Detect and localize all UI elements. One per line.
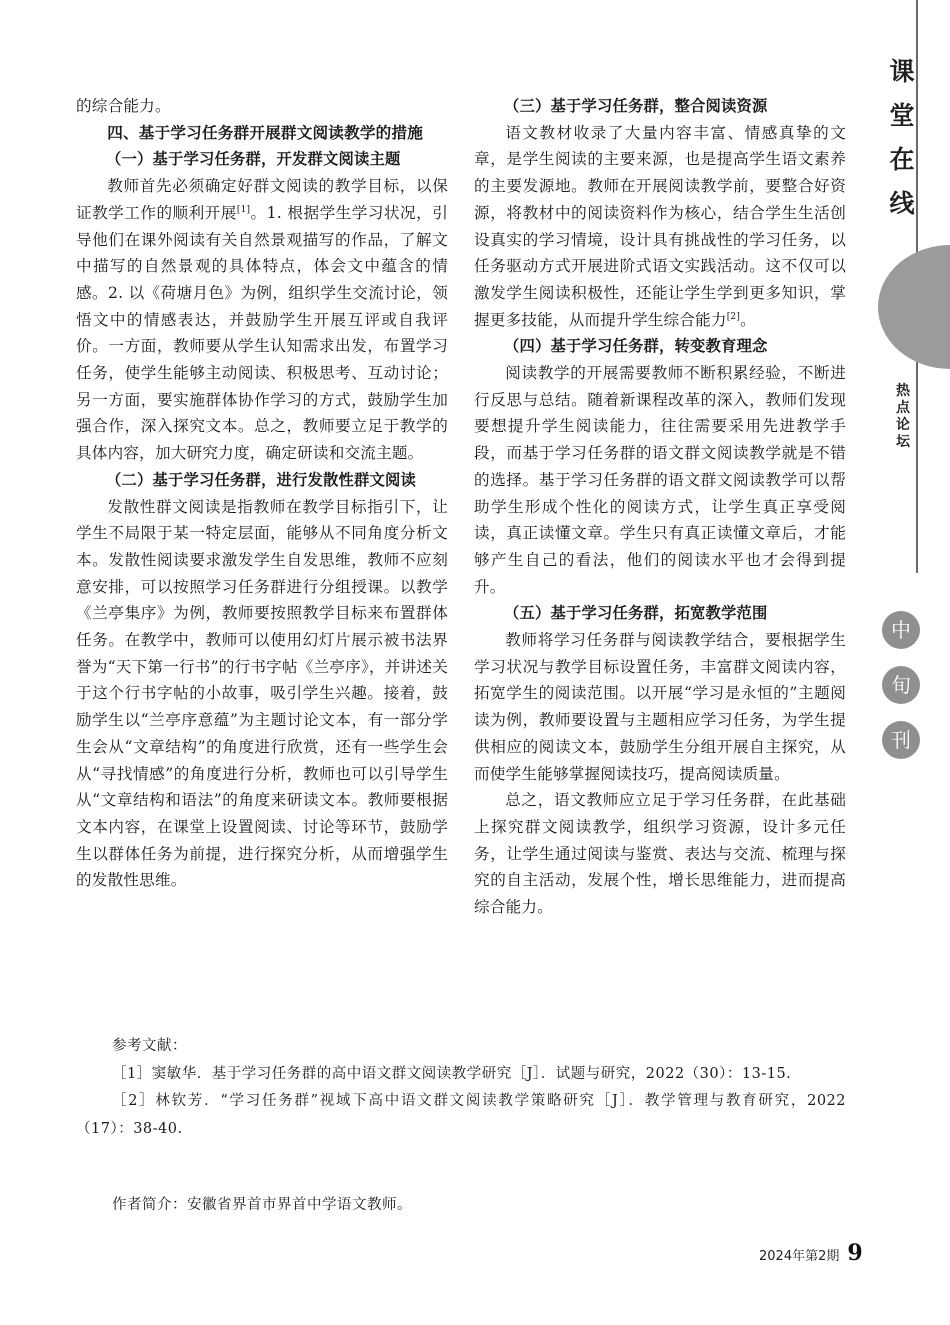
right-column	[474, 93, 846, 921]
paragraph-s3	[474, 120, 846, 334]
issue-label: 2024年第2期	[759, 1249, 840, 1264]
paragraph-s5: 教师将学习任务群与阅读教学结合，要根据学生学习状况与教学目标设置任务，丰富群文阅读内容，拓宽学生的阅读范围。以开展“学习是永恒的”主题阅读为例，教师要设置与主题相应学习任务，为学生提供相应的阅读文本，鼓励学生分组开展自主探究，从而使学生能够掌握阅读技巧，提高阅读质量。	[474, 631, 846, 783]
page-footer	[759, 1240, 863, 1270]
journal-badge-zhong: 中	[882, 611, 920, 649]
subsection-title: 热点论坛	[896, 383, 910, 450]
subsection-heading-5: （五）基于学习任务群，拓宽教学范围	[504, 604, 768, 623]
paragraph-s3-text-a: 语文教材收录了大量内容丰富、情感真挚的文章，是学生阅读的主要来源，也是提高学生语文素养的主要发源地。教师在开展阅读教学前，要整合好资源，将教材中的阅读资料作为核心，结合学生生活创设真实的学习情境，设计具有挑战性的学习任务，以任务驱动方式开展进阶式语文实践活动。这不仅可以激发学生阅读积极性，还能让学生学到更多知识，掌握更多技能，从而提升学生综合能力	[474, 123, 846, 329]
paragraph-s1	[76, 173, 448, 467]
sidebar-rule-middle	[916, 335, 918, 573]
section-title: 课堂在线	[889, 57, 915, 218]
citation-2[interactable]: [2]	[726, 311, 741, 322]
reference-item-2: ［2］林钦芳．“学习任务群”视域下高中语文群文阅读教学策略研究［J］．教学管理与教育研究，2022（17）：38-40.	[76, 1093, 846, 1137]
references-heading: 参考文献：	[112, 1038, 187, 1054]
sidebar-circle-decoration	[878, 245, 950, 369]
paragraph-s1-text-a: 教师首先必须确定好群文阅读的教学目标，以保证教学工作的顺利开展	[76, 177, 448, 222]
subsection-heading-4: （四）基于学习任务群，转变教育理念	[504, 337, 768, 356]
subsection-heading-2: （二）基于学习任务群，进行发散性群文阅读	[106, 470, 416, 489]
journal-badge-xun: 旬	[882, 666, 920, 704]
reference-item-1: ［1］窦敏华．基于学习任务群的高中语文群文阅读教学研究［J］．试题与研究，2022（30）：13-15.	[112, 1065, 792, 1082]
subsection-heading-1: （一）基于学习任务群，开发群文阅读主题	[106, 150, 401, 169]
conclusion-paragraph: 总之，语文教师应立足于学习任务群，在此基础上探究群文阅读教学，组织学习资源，设计多元任务，让学生通过阅读与鉴赏、表达与交流、梳理与探究的自主活动，发展个性，增长思维能力，进而提高综合能力。	[474, 791, 846, 917]
journal-badge-kan: 刊	[882, 721, 920, 759]
paragraph-s4: 阅读教学的开展需要教师不断积累经验，不断进行反思与总结。随着新课程改革的深入，教师们发现要想提升学生阅读能力，往往需要采用先进教学手段，而基于学习任务群的语文群文阅读教学就是不错的选择。基于学习任务群的语文群文阅读教学可以帮助学生形成个性化的阅读方式，让学生真正享受阅读，真正读懂文章。学生只有真正读懂文章后，才能够产生自己的看法，他们的阅读水平也才会得到提升。	[474, 364, 846, 596]
citation-1[interactable]: [1]	[236, 204, 251, 215]
page-number: 9	[847, 1240, 863, 1266]
references	[76, 1033, 846, 1143]
author-note: 作者简介：安徽省界首市界首中学语文教师。	[112, 1197, 412, 1213]
left-column	[76, 93, 448, 894]
subsection-heading-3: （三）基于学习任务群，整合阅读资源	[504, 97, 768, 115]
paragraph-s1-text-b: 。1. 根据学生学习状况，引导他们在课外阅读有关自然景观描写的作品，了解文中描写的自然景观的具体特点，体会文中蕴含的情感。2. 以《荷塘月色》为例，组织学生交流讨论，领悟文中的情感表达，并鼓励学生开展互评或自我评价。一方面，教师要从学生认知需求出发，布置学习任务，使学生能够主动阅读、积极思考、互动讨论；另一方面，要实施群体协作学习的方式，鼓励学生加强合作，深入探究文本。总之，教师要立足于教学的具体内容，加大研究力度，确定研读和交流主题。	[76, 203, 448, 463]
section-heading-4: 四、基于学习任务群开展群文阅读教学的措施	[107, 123, 424, 142]
paragraph-s3-text-b: 。	[740, 310, 756, 329]
continued-paragraph: 的综合能力。	[76, 97, 171, 115]
paragraph-s2: 发散性群文阅读是指教师在教学目标指引下，让学生不局限于某一特定层面，能够从不同角度分析文本。发散性阅读要求激发学生自发思维，教师不应刻意安排，可以按照学习任务群进行分组授课。以教学《兰亭集序》为例，教师要按照教学目标来布置群体任务。在教学中，教师可以使用幻灯片展示被书法界誉为“天下第一行书”的行书字帖《兰亭序》，并讲述关于这个行书字帖的小故事，吸引学生兴趣。接着，鼓励学生以“兰亭序意蕴”为主题讨论文本，有一部分学生会从“文章结构”的角度进行欣赏，还有一些学生会从“寻找情感”的角度进行分析，教师也可以引导学生从“文章结构和语法”的角度来研读文本。教师要根据文本内容，在课堂上设置阅读、讨论等环节，鼓励学生以群体任务为前提，进行探究分析，从而增强学生的发散性思维。	[76, 497, 448, 890]
